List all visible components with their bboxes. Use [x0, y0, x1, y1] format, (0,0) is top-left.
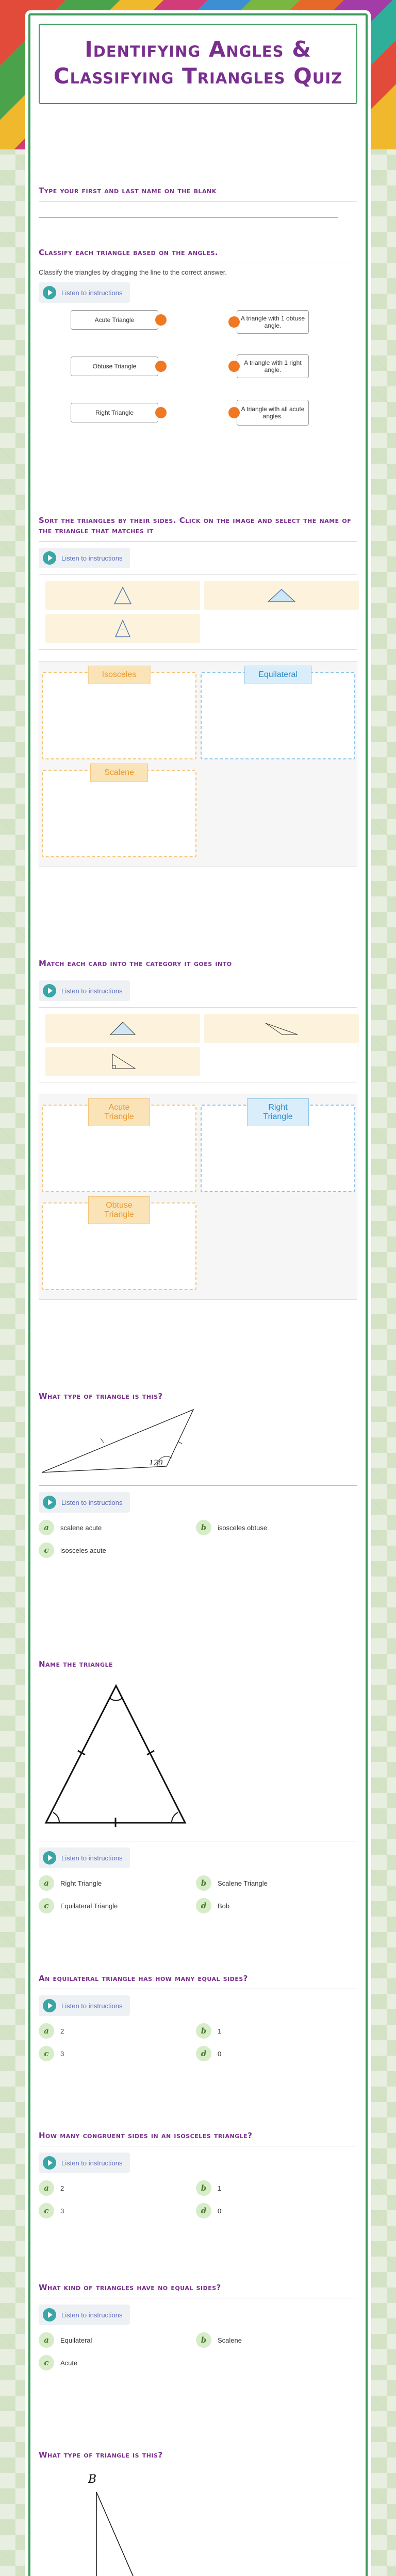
option-text: Scalene Triangle: [218, 1879, 268, 1887]
option-b[interactable]: [196, 2180, 353, 2196]
option-d[interactable]: [196, 2046, 353, 2061]
option-a[interactable]: [39, 2023, 196, 2039]
question-isosceles-sides: [39, 2130, 357, 2218]
divider: [39, 1485, 357, 1486]
title-box: [39, 24, 357, 104]
match-row: [228, 310, 309, 334]
listen-button[interactable]: [39, 1492, 130, 1513]
category-area: [39, 1094, 357, 1300]
connector-dot[interactable]: [155, 361, 167, 372]
match-left-item[interactable]: Obtuse Triangle: [71, 357, 158, 376]
triangle-card[interactable]: [204, 581, 359, 610]
listen-label: Listen to instructions: [61, 1854, 123, 1862]
listen-label: Listen to instructions: [61, 2311, 123, 2319]
listen-button[interactable]: [39, 1848, 130, 1868]
match-row: [228, 400, 309, 426]
match-row: [71, 357, 167, 376]
triangle-card[interactable]: [45, 1014, 200, 1043]
angle-label: 120: [149, 1459, 163, 1467]
option-c[interactable]: [39, 2203, 196, 2218]
connector-dot[interactable]: [228, 316, 240, 328]
vertex-label: B: [88, 2473, 97, 2486]
triangle-card[interactable]: [204, 1014, 359, 1043]
question-title: How many congruent sides in an isosceles triangle?: [39, 2131, 253, 2140]
match-row: [71, 310, 167, 330]
listen-button[interactable]: [39, 282, 130, 303]
option-text: 1: [218, 2027, 222, 2035]
option-text: scalene acute: [60, 1523, 102, 1532]
question-no-equal-sides: [39, 2282, 357, 2370]
play-icon: [43, 2156, 56, 2170]
listen-button[interactable]: [39, 2304, 130, 2325]
listen-label: Listen to instructions: [61, 2002, 123, 2010]
option-letter: b: [196, 1520, 211, 1535]
option-letter: d: [196, 1898, 211, 1913]
option-letter: c: [39, 1543, 54, 1558]
option-text: Equilateral Triangle: [60, 1902, 118, 1910]
question-title: Sort the triangles by their sides. Click on the image and select the name of the triangle that matches it: [39, 516, 352, 535]
connector-dot[interactable]: [155, 314, 167, 326]
play-icon: [43, 286, 56, 299]
play-icon: [43, 551, 56, 565]
question-triangle-type-2: [39, 2450, 357, 2576]
page-title: Identifying Angles & Classifying Triangles Quiz: [53, 37, 343, 89]
triangle-card[interactable]: [45, 614, 200, 643]
option-text: Acute: [60, 2359, 78, 2367]
option-a[interactable]: [39, 2332, 196, 2348]
category-acute[interactable]: [42, 1105, 196, 1192]
question-subtitle: Classify the triangles by dragging the line to the correct answer.: [39, 268, 227, 276]
option-letter: a: [39, 2332, 54, 2348]
connector-dot[interactable]: [228, 407, 240, 418]
match-area: [39, 307, 357, 446]
option-text: 0: [218, 2049, 222, 2058]
category-label: Isosceles: [88, 666, 151, 684]
right-triangle-icon: [107, 1051, 138, 1072]
option-b[interactable]: [196, 1875, 353, 1891]
option-letter: a: [39, 1520, 54, 1535]
option-letter: c: [39, 2355, 54, 2370]
option-letter: a: [39, 1875, 54, 1891]
option-text: isosceles obtuse: [218, 1523, 268, 1532]
category-scalene[interactable]: [42, 770, 196, 857]
option-b[interactable]: [196, 2332, 353, 2348]
play-icon: [43, 1999, 56, 2012]
question-triangle-type-1: [39, 1391, 357, 1558]
listen-button[interactable]: [39, 2153, 130, 2173]
answer-options: [39, 2332, 357, 2370]
category-label: Obtuse Triangle: [88, 1196, 150, 1224]
option-text: isosceles acute: [60, 1546, 106, 1554]
option-c[interactable]: [39, 2355, 196, 2370]
option-letter: d: [196, 2046, 211, 2061]
option-letter: b: [196, 2023, 211, 2039]
option-c[interactable]: [39, 1898, 196, 1913]
option-a[interactable]: [39, 2180, 196, 2196]
option-d[interactable]: [196, 2203, 353, 2218]
question-title: What type of triangle is this?: [39, 2450, 163, 2460]
option-letter: c: [39, 2203, 54, 2218]
option-c[interactable]: [39, 1543, 196, 1558]
answer-options: [39, 1520, 357, 1558]
category-label: Scalene: [90, 764, 148, 782]
acute-triangle-icon: [107, 1019, 138, 1038]
option-text: 0: [218, 2207, 222, 2215]
category-label: Right Triangle: [247, 1098, 309, 1126]
connector-dot[interactable]: [155, 407, 167, 418]
match-left-item[interactable]: Right Triangle: [71, 403, 158, 422]
question-title: Match each card into the category it goes into: [39, 959, 232, 968]
option-text: Right Triangle: [60, 1879, 102, 1887]
quiz-card: [28, 13, 368, 2576]
option-letter: b: [196, 1875, 211, 1891]
triangle-card[interactable]: [45, 1047, 200, 1076]
option-a[interactable]: [39, 1520, 196, 1535]
option-letter: a: [39, 2023, 54, 2039]
category-equilateral[interactable]: [201, 672, 355, 759]
match-row: [228, 354, 309, 378]
option-text: Bob: [218, 1902, 230, 1910]
match-left-item[interactable]: Acute Triangle: [71, 310, 158, 330]
isosceles-triangle-icon: [112, 618, 133, 639]
match-right-item[interactable]: A triangle with 1 right angle.: [237, 354, 309, 378]
question-title: What type of triangle is this?: [39, 1392, 163, 1401]
option-letter: b: [196, 2180, 211, 2196]
category-label: Equilateral: [244, 666, 311, 684]
listen-label: Listen to instructions: [61, 554, 123, 562]
listen-label: Listen to instructions: [61, 2159, 123, 2167]
option-b[interactable]: [196, 2023, 353, 2039]
option-c[interactable]: [39, 2046, 196, 2061]
right-triangle-figure: [39, 2462, 204, 2576]
category-right[interactable]: [201, 1105, 355, 1192]
option-letter: b: [196, 2332, 211, 2348]
listen-button[interactable]: [39, 1995, 130, 2016]
match-right-item[interactable]: A triangle with all acute angles.: [237, 400, 309, 426]
listen-button[interactable]: [39, 980, 130, 1001]
answer-options: [39, 1875, 357, 1913]
name-input[interactable]: [39, 205, 338, 218]
listen-label: Listen to instructions: [61, 987, 123, 995]
play-icon: [43, 1496, 56, 1509]
play-icon: [43, 984, 56, 997]
listen-label: Listen to instructions: [61, 289, 123, 297]
question-name-triangle: [39, 1659, 357, 1913]
match-right-item[interactable]: A triangle with 1 obtuse angle.: [237, 310, 309, 334]
triangle-card[interactable]: [45, 581, 200, 610]
listen-button[interactable]: [39, 548, 130, 568]
option-text: 1: [218, 2184, 222, 2192]
option-text: 2: [60, 2184, 64, 2192]
question-title: An equilateral triangle has how many equal sides?: [39, 1974, 249, 1983]
question-title: Classify each triangle based on the angles.: [39, 248, 219, 257]
match-row: [71, 403, 167, 422]
question-match-cards: [39, 958, 357, 1300]
question-equilateral-sides: [39, 1973, 357, 2061]
option-text: Scalene: [218, 2336, 242, 2344]
connector-dot[interactable]: [228, 361, 240, 372]
category-obtuse[interactable]: [42, 1202, 196, 1290]
category-area: [39, 661, 357, 867]
option-letter: c: [39, 1898, 54, 1913]
question-title: Name the triangle: [39, 1659, 113, 1669]
listen-label: Listen to instructions: [61, 1498, 123, 1506]
answer-options: [39, 2180, 357, 2218]
play-icon: [43, 1851, 56, 1865]
option-b[interactable]: [196, 1520, 353, 1535]
card-grid: [39, 1007, 357, 1082]
option-d[interactable]: [196, 1898, 353, 1913]
obtuse-triangle-figure: [39, 1405, 204, 1478]
option-text: 3: [60, 2207, 64, 2215]
question-classify-angles: [39, 247, 357, 446]
option-text: 3: [60, 2049, 64, 2058]
question-title: Type your first and last name on the blank: [39, 186, 217, 195]
option-text: 2: [60, 2027, 64, 2035]
option-letter: d: [196, 2203, 211, 2218]
category-label: Acute Triangle: [88, 1098, 150, 1126]
question-name: [39, 185, 357, 218]
category-isosceles[interactable]: [42, 672, 196, 759]
question-title: What kind of triangles have no equal sides?: [39, 2283, 221, 2292]
option-a[interactable]: [39, 1875, 196, 1891]
option-letter: a: [39, 2180, 54, 2196]
svg-text:⌒: ⌒: [120, 630, 125, 635]
option-text: Equilateral: [60, 2336, 92, 2344]
card-grid: [39, 574, 357, 650]
equilateral-triangle-figure: [39, 1673, 204, 1833]
question-sort-by-sides: [39, 515, 357, 867]
option-letter: c: [39, 2046, 54, 2061]
play-icon: [43, 2308, 56, 2321]
scalene-triangle-icon: [266, 586, 297, 605]
answer-options: [39, 2023, 357, 2061]
equilateral-triangle-icon: [112, 585, 133, 606]
obtuse-triangle-icon: [263, 1019, 300, 1038]
